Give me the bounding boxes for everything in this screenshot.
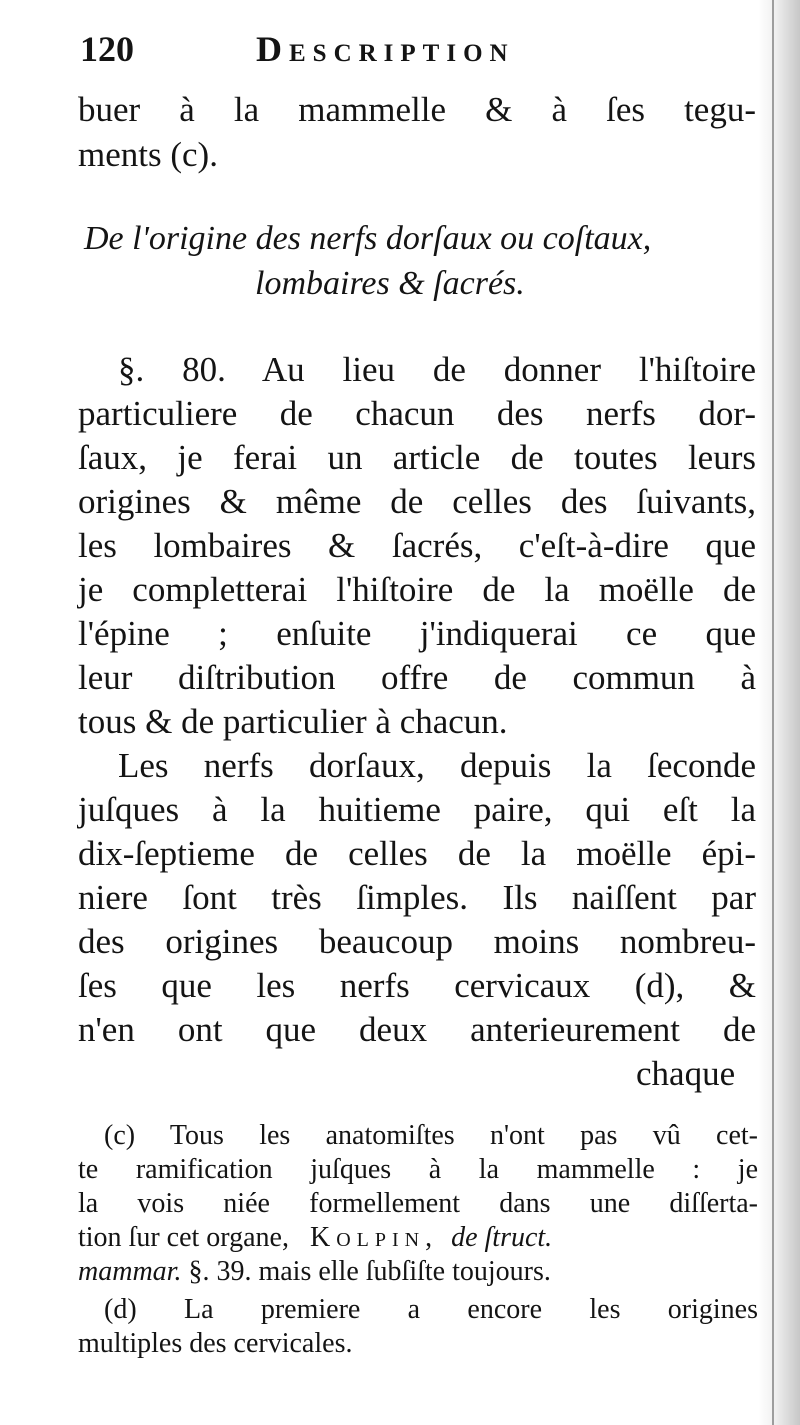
work-title: de ſtruct. [451,1222,553,1253]
footnote-c-text: §. 39. mais elle ſubſiſte toujours. [188,1256,551,1287]
footnote-c-line: la vois niée formellement dans une diſſerta- [78,1188,758,1219]
footnote-d-line: (d) La premiere a encore les origines [104,1294,758,1325]
footnote-c-text: tion ſur cet organe, [78,1222,289,1253]
paragraph-line: les lombaires & ſacrés, c'eſt-à-dire que [78,526,756,565]
paragraph-line: ſes que les nerfs cervicaux (d), & [78,966,756,1005]
author-name: Kolpin [309,1222,426,1253]
page-edge-line [772,0,774,1425]
paragraph-line: leur diſtribution offre de commun à [78,658,756,697]
paragraph-line: niere ſont très ſimples. Ils naiſſent par [78,878,756,917]
footnote-d-line: multiples des cervicales. [78,1328,353,1359]
paragraph-line: tous & de particulier à chacun. [78,702,508,741]
paragraph-line: n'en ont que deux anterieurement de [78,1010,756,1049]
footnote-c-line: tion ſur cet organe, Kolpin, de ſtruct. [78,1222,553,1253]
paragraph-line: ſaux, je ferai un article de toutes leurs [78,438,756,477]
paragraph-line: l'épine ; enſuite j'indiquerai ce que [78,614,756,653]
page-edge-shadow [758,0,800,1425]
section-heading: De l'origine des nerfs dorſaux ou coſtaux, [84,220,652,257]
catchword: chaque [636,1054,736,1093]
paragraph-line: Les nerfs dorſaux, depuis la ſeconde [118,746,756,785]
section-heading: lombaires & ſacrés. [255,265,525,302]
paragraph-line: des origines beaucoup moins nombreu- [78,922,756,961]
footnote-c-line: te ramification juſques à la mammelle : je [78,1154,758,1185]
paragraph-line: origines & même de celles des ſuivants, [78,482,756,521]
paragraph-line: §. 80. Au lieu de donner l'hiſtoire [118,350,756,389]
work-title: mammar. [78,1256,182,1287]
paragraph-line: dix-ſeptieme de celles de la moëlle épi- [78,834,756,873]
paragraph-line: particuliere de chacun des nerfs dor- [78,394,756,433]
paragraph-line: juſques à la huitieme paire, qui eſt la [78,790,756,829]
continuation-line: ments (c). [78,135,218,174]
footnote-c-line: (c) Tous les anatomiſtes n'ont pas vû cet- [104,1120,758,1151]
paragraph-line: je completterai l'hiſtoire de la moëlle de [78,570,756,609]
footnote-c-line [78,1258,551,1286]
running-title: Description [256,29,515,69]
continuation-line: buer à la mammelle & à ſes tegu- [78,90,756,129]
page-number: 120 [80,29,134,69]
